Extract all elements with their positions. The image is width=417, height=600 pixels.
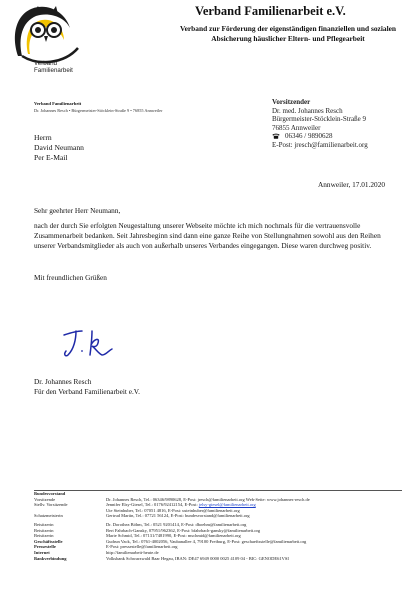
letter-date: Annweiler, 17.01.2020 <box>318 180 385 189</box>
table-row <box>34 556 402 562</box>
chairman-city: 76855 Annweiler <box>272 123 321 132</box>
footer-contact: Gudrun Vack, Tel.: 0761-4002056, Vaubanallee 4, 79100 Freiburg, E-Post: geschaeftsstelle@familienarbeit.org <box>106 538 307 544</box>
footer-role: Beisitzerin <box>34 533 54 539</box>
recipient-salutation: Herrn <box>34 133 52 142</box>
footer-role: Internet <box>34 549 50 555</box>
chairman-street: Bürgermeister-Stöcklein-Straße 9 <box>272 115 367 124</box>
footer-contact: Dr. Dorothea Böhm, Tel.: 0521 9201414, E-Post: dboehm@familienarbeit.org <box>106 521 247 527</box>
board-contact-table <box>34 491 402 561</box>
footer-contact: Bert Fahrbach-Gansky, 07951/962362, E-Post: bfahrbach-gansky@familienarbeit.org <box>106 527 261 533</box>
footer-contact: Volksbank Schwarzwald Baar Hegau, IBAN: DE47 6949 0000 0025 4109 04 - BIC: GENODE61VSI <box>106 555 289 561</box>
footer-contact: E-Post: pressestelle@familienarbeit.org <box>106 544 178 550</box>
logo-caption-line2: Familienarbeit <box>34 67 73 74</box>
website-link[interactable]: http://familienarbeit-heute.de <box>106 549 159 555</box>
recipient-name: David Neumann <box>34 142 84 152</box>
owl-logo <box>8 4 88 88</box>
logo-caption-line1: Verband <box>34 60 58 67</box>
telephone-icon <box>272 133 280 139</box>
footer-contact-text: Jennifer Elsy-Giesel, Tel.: 0176/92412154, E-Post: <box>106 502 198 508</box>
footer-role: Beisitzerin <box>34 521 54 527</box>
chairman-phone: 06346 / 9890628 <box>285 132 333 141</box>
organization-subtitle: Verband zur Förderung der eigenständigen finanziellen und sozialen Absicherung häuslicher Eltern- und Pflegearbeit <box>179 24 397 43</box>
sender-address: Dr. Johannes Resch • Bürgermeister-Stöcklein-Straße 9 • 76855 Annweiler <box>34 108 163 113</box>
footer-contact: Marie Schmid, Tel.: 07131/7481990, E-Post: mschmid@familienarbeit.org <box>106 533 241 539</box>
letter-closing: Mit freundlichen Grüßen <box>34 273 107 282</box>
chairman-label: Vorsitzender <box>272 98 311 106</box>
handwritten-signature <box>60 325 124 359</box>
footer-role: Pressestelle <box>34 544 56 550</box>
footer-role: Bankverbindung <box>34 555 67 561</box>
email-link[interactable]: jelsy-giesel@familienarbeit.org <box>198 502 256 508</box>
chairman-phone-row <box>272 132 368 141</box>
footer-heading: Bundesvorstand <box>34 491 66 496</box>
footer-contact: Gertrud Martin, Tel.: 07721 56124, E-Post: bundesvorstand@familienarbeit.org <box>106 513 250 519</box>
sender-name: Verband Familienarbeit <box>34 101 82 106</box>
chairman-email[interactable]: E-Post: jresch@familienarbeit.org <box>272 140 368 149</box>
footer-contact: Dr. Johannes Resch, Tel.: 06346/9890628, E-Post: jresch@familienarbeit.org Web-Seite: www.johannes-resch.de <box>106 496 310 502</box>
footer-role: Geschäftsstelle <box>34 538 63 544</box>
letter-salutation: Sehr geehrter Herr Neumann, <box>34 206 121 215</box>
recipient-delivery: Per E-Mail <box>34 152 68 162</box>
footer-role: Vorsitzende <box>34 496 56 502</box>
signer-organization: Für den Verband Familienarbeit e.V. <box>34 386 140 396</box>
chairman-contact <box>272 98 368 150</box>
signer-block <box>34 377 140 396</box>
letter-body: nach der durch Sie erfolgten Neugestaltung unserer Webseite möchte ich mich nochmals für die vertrauensvolle Zusammenarbeit bedanken. Seit Jahresbeginn sind dann eine ganze Reihe von Stellungnahmen sowohl aus den Reihen unserer Verbandsmitglieder als auch von außerhalb unseres Verbandes eingegangen. Diese waren durchweg positiv. <box>34 221 381 250</box>
footer-role: Beisitzerin <box>34 527 54 533</box>
chairman-name: Dr. med. Johannes Resch <box>272 106 343 115</box>
recipient-address <box>34 133 84 162</box>
logo-caption <box>34 60 73 74</box>
footer-role: Stellv. Vorsitzende <box>34 502 68 508</box>
signer-name: Dr. Johannes Resch <box>34 377 92 386</box>
organization-title: Verband Familienarbeit e.V. <box>195 4 346 18</box>
footer-contact: Ute Steinhuber, Tel.: 07051 4816, E-Post: usteinhuber@familienarbeit.org <box>106 507 240 513</box>
footer-role: Schatzmeisterin <box>34 513 63 519</box>
